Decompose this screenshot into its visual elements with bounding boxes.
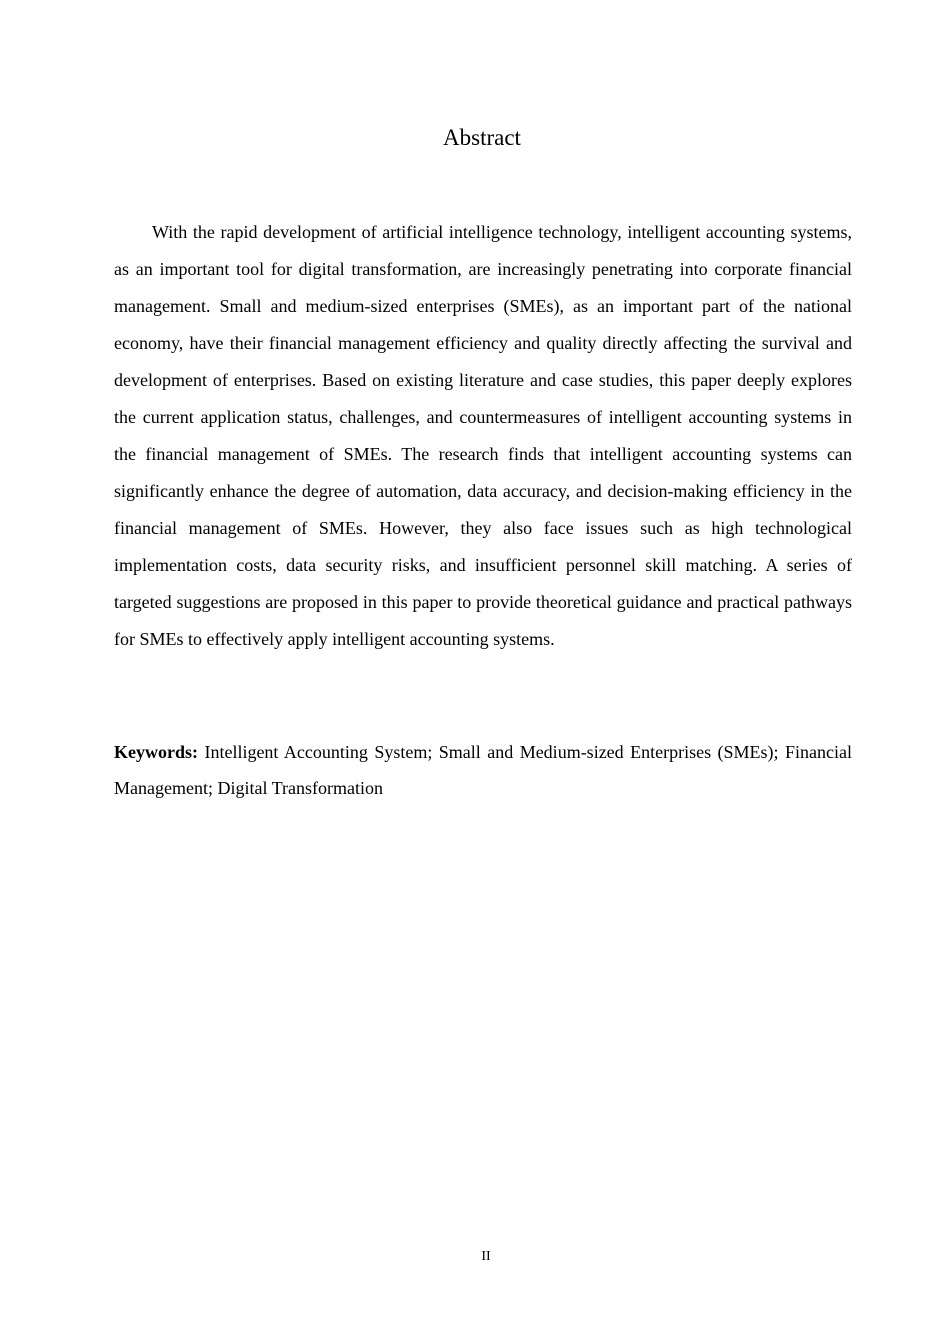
keywords-label: Keywords: [114, 742, 198, 762]
page-number: II [481, 1249, 491, 1264]
abstract-title: Abstract [443, 125, 521, 150]
abstract-body: With the rapid development of artificial intelligence technology, intelligent accounting systems, as an important tool for digital transformation, are increasingly penetrating into corporate financial management. Small and medium-sized enterprises (SMEs), as an important part of the national economy, have their financial management efficiency and quality directly affecting the survival and development of enterprises. Based on existing literature and case studies, this paper deeply explores the current application status, challenges, and countermeasures of intelligent accounting systems in the financial management of SMEs. The research finds that intelligent accounting systems can significantly enhance the degree of automation, data accuracy, and decision-making efficiency in the financial management of SMEs. However, they also face issues such as high technological implementation costs, data security risks, and insufficient personnel skill matching. A series of targeted suggestions are proposed in this paper to provide theoretical guidance and practical pathways for SMEs to effectively apply intelligent accounting systems. [114, 222, 852, 649]
keywords-text: Intelligent Accounting System; Small and Medium-sized Enterprises (SMEs); Financial Management; Digital Transformation [114, 742, 852, 798]
keywords-paragraph [114, 734, 852, 806]
